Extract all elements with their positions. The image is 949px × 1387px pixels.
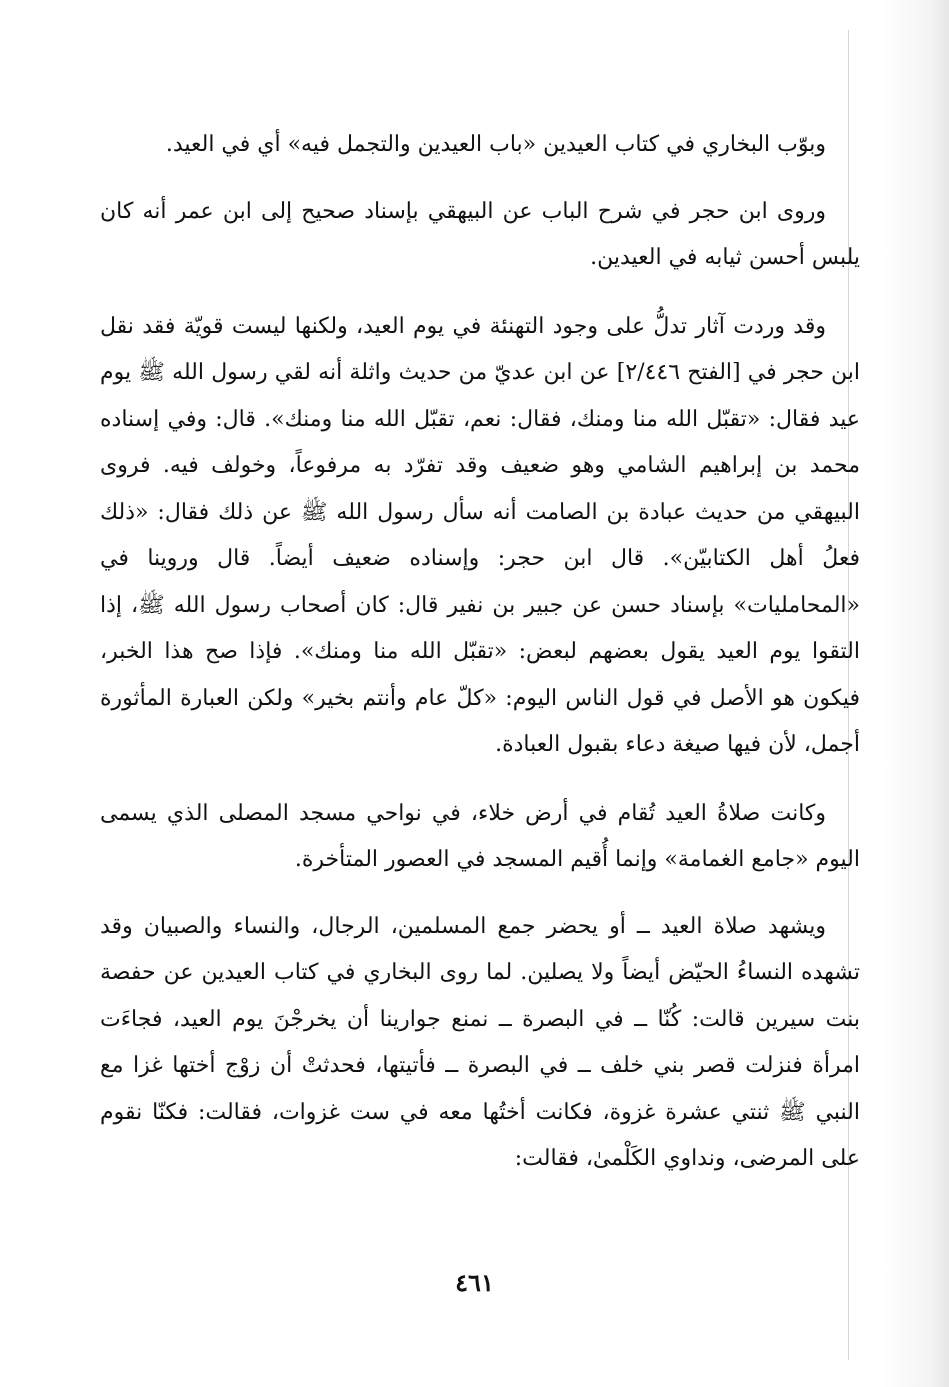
paragraph-ibn-hajar-clothes: وروى ابن حجر في شرح الباب عن البيهقي بإسناد صحيح إلى ابن عمر أنه كان يلبس أحسن ثيابه في العيدين. (100, 198, 860, 270)
page-number: ٤٦١ (455, 1268, 494, 1297)
paragraph-eid-prayer-location: وكانت صلاةُ العيد تُقام في أرض خلاء، في نواحي مسجد المصلى الذي يسمى اليوم «جامع الغمامة» وإنما أُقيم المسجد في العصور المتأخرة. (100, 800, 860, 872)
body-text (100, 122, 860, 1183)
paragraph-eid-chapter: وبوّب البخاري في كتاب العيدين «باب العيدين والتجمل فيه» أي في العيد. (165, 132, 826, 157)
paragraph-eid-attendance: ويشهد صلاة العيد ــ أو يحضر جمع المسلمين، الرجال، والنساء والصبيان وقد تشهده النساءُ الحيّض أيضاً ولا يصلين. لما روى البخاري في كتاب العيدين عن حفصة بنت سيرين قالت: كُنّا ــ في البصرة ــ نمنع جوارينا أن يخرجْنَ يوم العيد، فجاءَت امرأة فنزلت قصر بني خلف ــ في البصرة ــ فأتيتها، فحدثتْ أن زوْج أختها غزا مع النبي ﷺ ثنتي عشرة غزوة، فكانت أختُها معه في ست غزوات، فقالت: فكنّا نقوم على المرضى، ونداوي الكَلْمىٰ، فقالت: (100, 913, 860, 1171)
paragraph-eid-greetings: وقد وردت آثار تدلُّ على وجود التهنئة في يوم العيد، ولكنها ليست قويّة فقد نقل ابن حجر في [الفتح ٢/٤٤٦] عن ابن عديّ من حديث واثلة أنه لقي رسول الله ﷺ يوم عيد فقال: «تقبّل الله منا ومنك، فقال: نعم، تقبّل الله منا ومنك». قال: وفي إسناده محمد بن إبراهيم الشامي وهو ضعيف وقد تفرّد به مرفوعاً، وخولف فيه. فروى البيهقي من حديث عبادة بن الصامت أنه سأل رسول الله ﷺ عن ذلك فقال: «ذلك فعلُ أهل الكتابيّن». قال ابن حجر: وإسناده ضعيف أيضاً. قال وروينا في «المحامليات» بإسناد حسن عن جبير بن نفير قال: كان أصحاب رسول الله ﷺ، إذا التقوا يوم العيد يقول بعضهم لبعض: «تقبّل الله منا ومنك». فإذا صح هذا الخبر، فيكون هو الأصل في قول الناس اليوم: «كلّ عام وأنتم بخير» ولكن العبارة المأثورة أجمل، لأن فيها صيغة دعاء بقبول العبادة. (100, 313, 861, 757)
